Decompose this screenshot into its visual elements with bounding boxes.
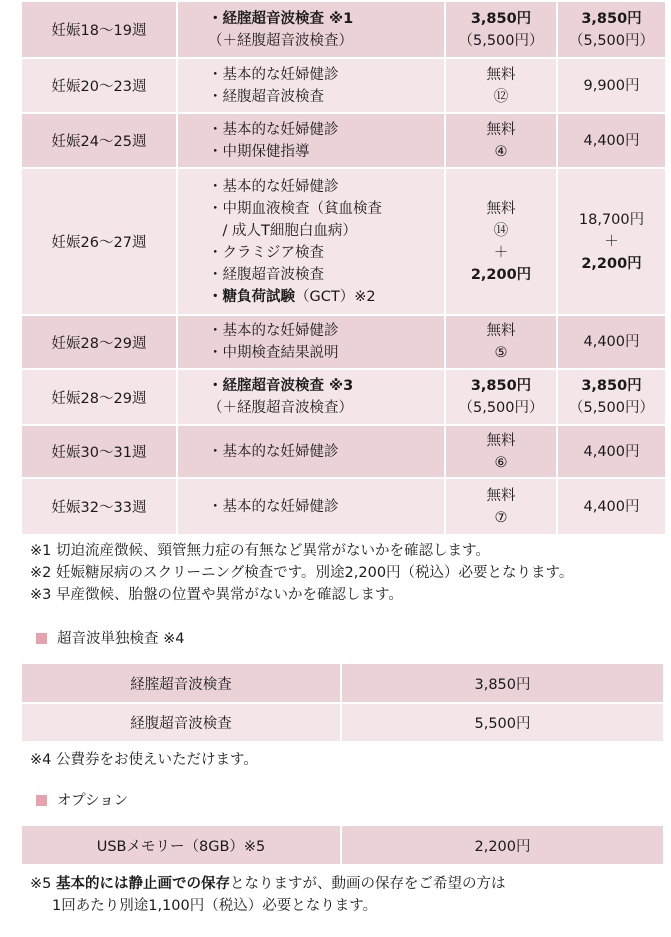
checkup-item: ・基本的な妊婦健診	[208, 443, 339, 460]
checkup-item: ・基本的な妊婦健診	[208, 66, 339, 83]
price-line: （5,500円）	[458, 32, 544, 49]
checkup-item: ・基本的な妊婦健診	[208, 323, 339, 339]
table-row	[22, 664, 663, 702]
checkup-item: / 成人T細胞白血病）	[208, 222, 357, 239]
price-line: （5,500円）	[568, 400, 654, 416]
price-line: 4,400円	[583, 498, 640, 515]
self-price-cell	[558, 114, 665, 167]
table-row	[22, 2, 665, 57]
week-cell: 妊娠28〜29週	[22, 316, 176, 368]
price-line: 4,400円	[583, 334, 640, 350]
table-row	[22, 370, 665, 424]
price-line: 無料	[486, 66, 516, 83]
week-cell: 妊娠32〜33週	[22, 479, 176, 534]
options-heading: オプション	[36, 790, 128, 812]
price-line: 無料	[486, 323, 516, 339]
checkup-item: ・経腹超音波検査	[208, 88, 324, 105]
week-cell: 妊娠20〜23週	[22, 59, 176, 112]
checkup-item: ・経腟超音波検査 ※3	[208, 378, 354, 394]
public-price-cell	[446, 479, 556, 534]
price-line: ⑫	[493, 88, 509, 105]
public-price-cell	[446, 59, 556, 112]
price-line: 無料	[486, 121, 516, 138]
self-price-cell	[558, 370, 665, 424]
price-line: 18,700円	[578, 211, 645, 228]
footnote-3: ※3 早産徴候、胎盤の位置や異常がないかを確認します。	[30, 587, 403, 603]
checkup-item: ・糖負荷試験（GCT）※2	[208, 288, 376, 305]
checkup-item: ・中期保健指導	[208, 143, 310, 160]
checkup-item: ・中期検査結果説明	[208, 345, 339, 361]
table-row	[22, 826, 663, 864]
checkup-item: （＋経腹超音波検査）	[208, 32, 353, 49]
price-line: ④	[494, 143, 508, 160]
price-line: 2,200円	[581, 255, 642, 272]
option-price: 2,200円	[342, 826, 663, 864]
schedule-section	[20, 0, 663, 536]
ultrasound-price: 3,850円	[342, 664, 663, 702]
table-row	[22, 704, 663, 741]
price-line: 4,400円	[583, 443, 640, 460]
options-table	[20, 824, 665, 866]
price-line: 9,900円	[583, 77, 640, 94]
items-cell	[178, 169, 444, 314]
footnotes	[30, 540, 670, 606]
self-price-cell	[558, 426, 665, 477]
self-price-cell	[558, 479, 665, 534]
public-price-cell	[446, 114, 556, 167]
public-price-cell	[446, 316, 556, 368]
price-line: （5,500円）	[458, 400, 544, 416]
ultrasound-name: 経腟超音波検査	[22, 664, 340, 702]
public-price-cell	[446, 2, 556, 57]
footnote-2: ※2 妊娠糖尿病のスクリーニング検査です。別途2,200円（税込）必要となります。	[30, 565, 574, 581]
self-price-cell	[558, 2, 665, 57]
week-cell: 妊娠24〜25週	[22, 114, 176, 167]
footnote-4: ※4 公費券をお使えいただけます。	[30, 752, 258, 768]
ultrasound-table	[20, 662, 665, 743]
checkup-item: （＋経腹超音波検査）	[208, 400, 353, 416]
price-line: ⑭	[493, 222, 509, 239]
items-cell	[178, 2, 444, 57]
checkup-item: ・基本的な妊婦健診	[208, 178, 339, 195]
public-price-cell	[446, 370, 556, 424]
price-line: ＋	[493, 244, 509, 261]
table-row	[22, 169, 665, 314]
checkup-item: ・経腹超音波検査	[208, 266, 324, 283]
week-cell: 妊娠18〜19週	[22, 2, 176, 57]
footnote-1: ※1 切迫流産徴候、頸管無力症の有無など異常がないかを確認します。	[30, 543, 490, 559]
table-row	[22, 426, 665, 477]
ultrasound-heading: 超音波単独検査 ※4	[36, 628, 184, 650]
items-cell	[178, 370, 444, 424]
self-price-cell	[558, 316, 665, 368]
checkup-item: ・基本的な妊婦健診	[208, 498, 339, 515]
public-price-cell	[446, 426, 556, 477]
items-cell	[178, 316, 444, 368]
checkup-schedule-table	[20, 0, 667, 536]
checkup-item: ・基本的な妊婦健診	[208, 121, 339, 138]
price-line: ⑥	[494, 454, 508, 471]
table-row	[22, 316, 665, 368]
square-bullet-icon	[36, 795, 47, 806]
price-line: 無料	[486, 200, 516, 217]
week-cell: 妊娠28〜29週	[22, 370, 176, 424]
items-cell	[178, 426, 444, 477]
price-line: 4,400円	[583, 132, 640, 149]
week-cell: 妊娠30〜31週	[22, 426, 176, 477]
price-line: 2,200円	[470, 266, 532, 283]
price-line: ⑦	[494, 509, 508, 526]
table-row	[22, 59, 665, 112]
price-line: 3,850円	[581, 378, 642, 394]
ultrasound-price: 5,500円	[342, 704, 663, 741]
self-price-cell	[558, 59, 665, 112]
checkup-item: ・経腟超音波検査 ※1	[208, 10, 354, 27]
price-line: ⑤	[494, 345, 508, 361]
items-cell	[178, 59, 444, 112]
price-line: 3,850円	[470, 378, 532, 394]
ultrasound-name: 経腹超音波検査	[22, 704, 340, 741]
table-row	[22, 114, 665, 167]
week-cell: 妊娠26〜27週	[22, 169, 176, 314]
items-cell	[178, 479, 444, 534]
items-cell	[178, 114, 444, 167]
public-price-cell	[446, 169, 556, 314]
price-line: 無料	[486, 432, 516, 449]
price-line: 無料	[486, 487, 516, 504]
price-line: 3,850円	[581, 10, 642, 27]
self-price-cell	[558, 169, 665, 314]
checkup-item: ・中期血液検査（貧血検査	[208, 200, 382, 217]
square-bullet-icon	[36, 633, 47, 644]
footnote-5: ※5 基本的には静止画での保存となりますが、動画の保存をご希望の方は 1回あたり別途1,100円（税込）必要となります。	[30, 876, 506, 914]
price-line: ＋	[604, 233, 619, 250]
checkup-item: ・クラミジア検査	[208, 244, 324, 261]
table-row	[22, 479, 665, 534]
price-line: （5,500円）	[568, 32, 654, 49]
option-name: USBメモリー（8GB）※5	[22, 826, 340, 864]
price-line: 3,850円	[470, 10, 532, 27]
